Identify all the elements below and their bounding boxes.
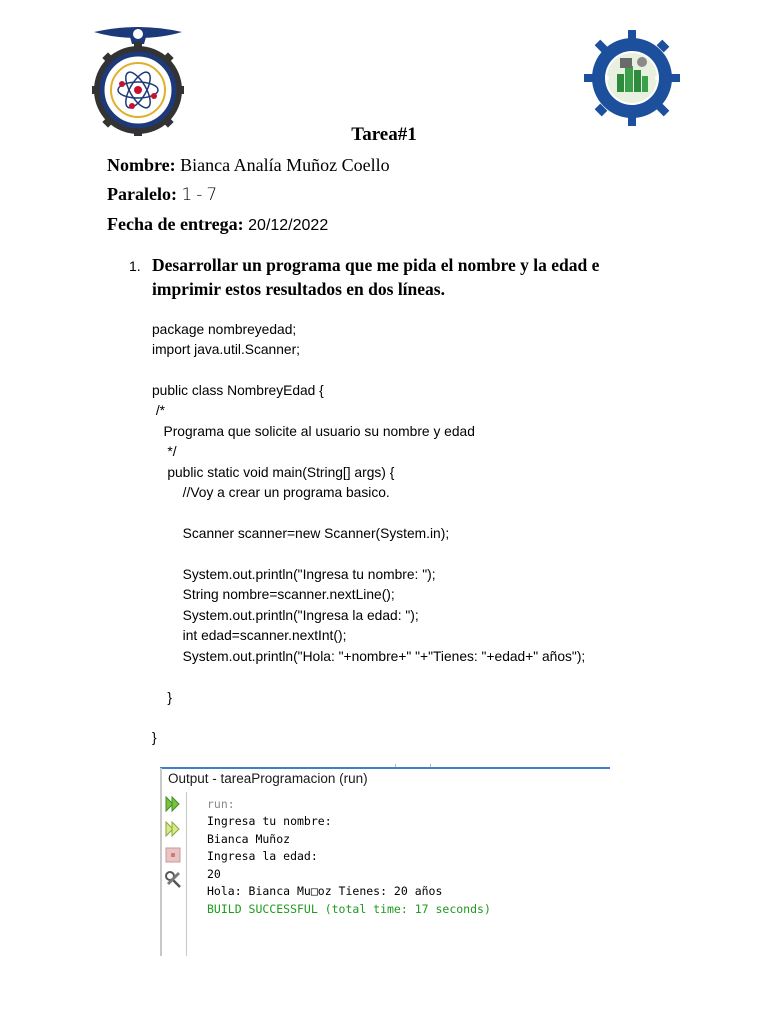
fecha-value: 20/12/2022: [248, 217, 329, 234]
code-line: Scanner scanner=new Scanner(System.in);: [152, 526, 450, 541]
rerun-with-options-icon[interactable]: [164, 820, 182, 838]
paralelo-label: Paralelo:: [107, 184, 177, 204]
name-value: Bianca Analía Muñoz Coello: [180, 155, 390, 175]
output-name-input: Bianca Muñoz: [207, 832, 291, 846]
stop-icon[interactable]: [164, 846, 182, 864]
code-line: //Voy a crear un programa basico.: [152, 485, 390, 500]
output-prompt-age: Ingresa la edad:: [207, 849, 318, 863]
paralelo-field: [107, 184, 221, 205]
code-line: Programa que solicite al usuario su nombre y edad: [152, 424, 475, 439]
code-line: System.out.println("Hola: "+nombre+" "+"Tienes: "+edad+" años");: [152, 649, 586, 664]
output-panel-title[interactable]: Output - tareaProgramacion (run): [168, 771, 368, 786]
output-panel-border: [160, 767, 610, 769]
code-line: */: [152, 444, 177, 459]
output-result-line: Hola: Bianca Mu□oz Tienes: 20 años: [207, 884, 443, 898]
output-age-input: 20: [207, 867, 221, 881]
fecha-label: Fecha de entrega:: [107, 214, 244, 234]
question-text: Desarrollar un programa que me pida el nombre y la edad e imprimir estos resultados en dos líneas.: [152, 255, 600, 299]
document-title: Tarea#1: [351, 124, 417, 145]
code-line: /*: [152, 403, 166, 418]
rerun-icon[interactable]: [164, 795, 182, 813]
code-line: public static void main(String[] args) {: [152, 465, 395, 480]
settings-icon[interactable]: [164, 870, 182, 888]
code-line: System.out.println("Ingresa la edad: ");: [152, 608, 419, 623]
output-prompt-name: Ingresa tu nombre:: [207, 814, 332, 828]
code-line: import java.util.Scanner;: [152, 342, 300, 357]
fecha-field: [107, 214, 328, 235]
code-line: String nombre=scanner.nextLine();: [152, 587, 395, 602]
name-field: [107, 155, 390, 176]
code-line: System.out.println("Ingresa tu nombre: ");: [152, 567, 436, 582]
code-line: package nombreyedad;: [152, 322, 297, 337]
output-gutter-divider: [186, 792, 187, 956]
question-number: 1.: [129, 258, 141, 274]
code-line: }: [152, 730, 157, 745]
code-line: }: [152, 690, 172, 705]
name-label: Nombre:: [107, 155, 176, 175]
faculty-logo-left: [92, 24, 184, 136]
code-line: public class NombreyEdad {: [152, 383, 324, 398]
code-line: int edad=scanner.nextInt();: [152, 628, 347, 643]
output-run-line: run:: [207, 797, 235, 811]
output-panel-left-border: [160, 768, 162, 956]
output-build-status: BUILD SUCCESSFUL (total time: 17 seconds): [207, 902, 491, 916]
paralelo-value: 1-7: [181, 185, 222, 205]
career-logo-right: [584, 30, 680, 126]
